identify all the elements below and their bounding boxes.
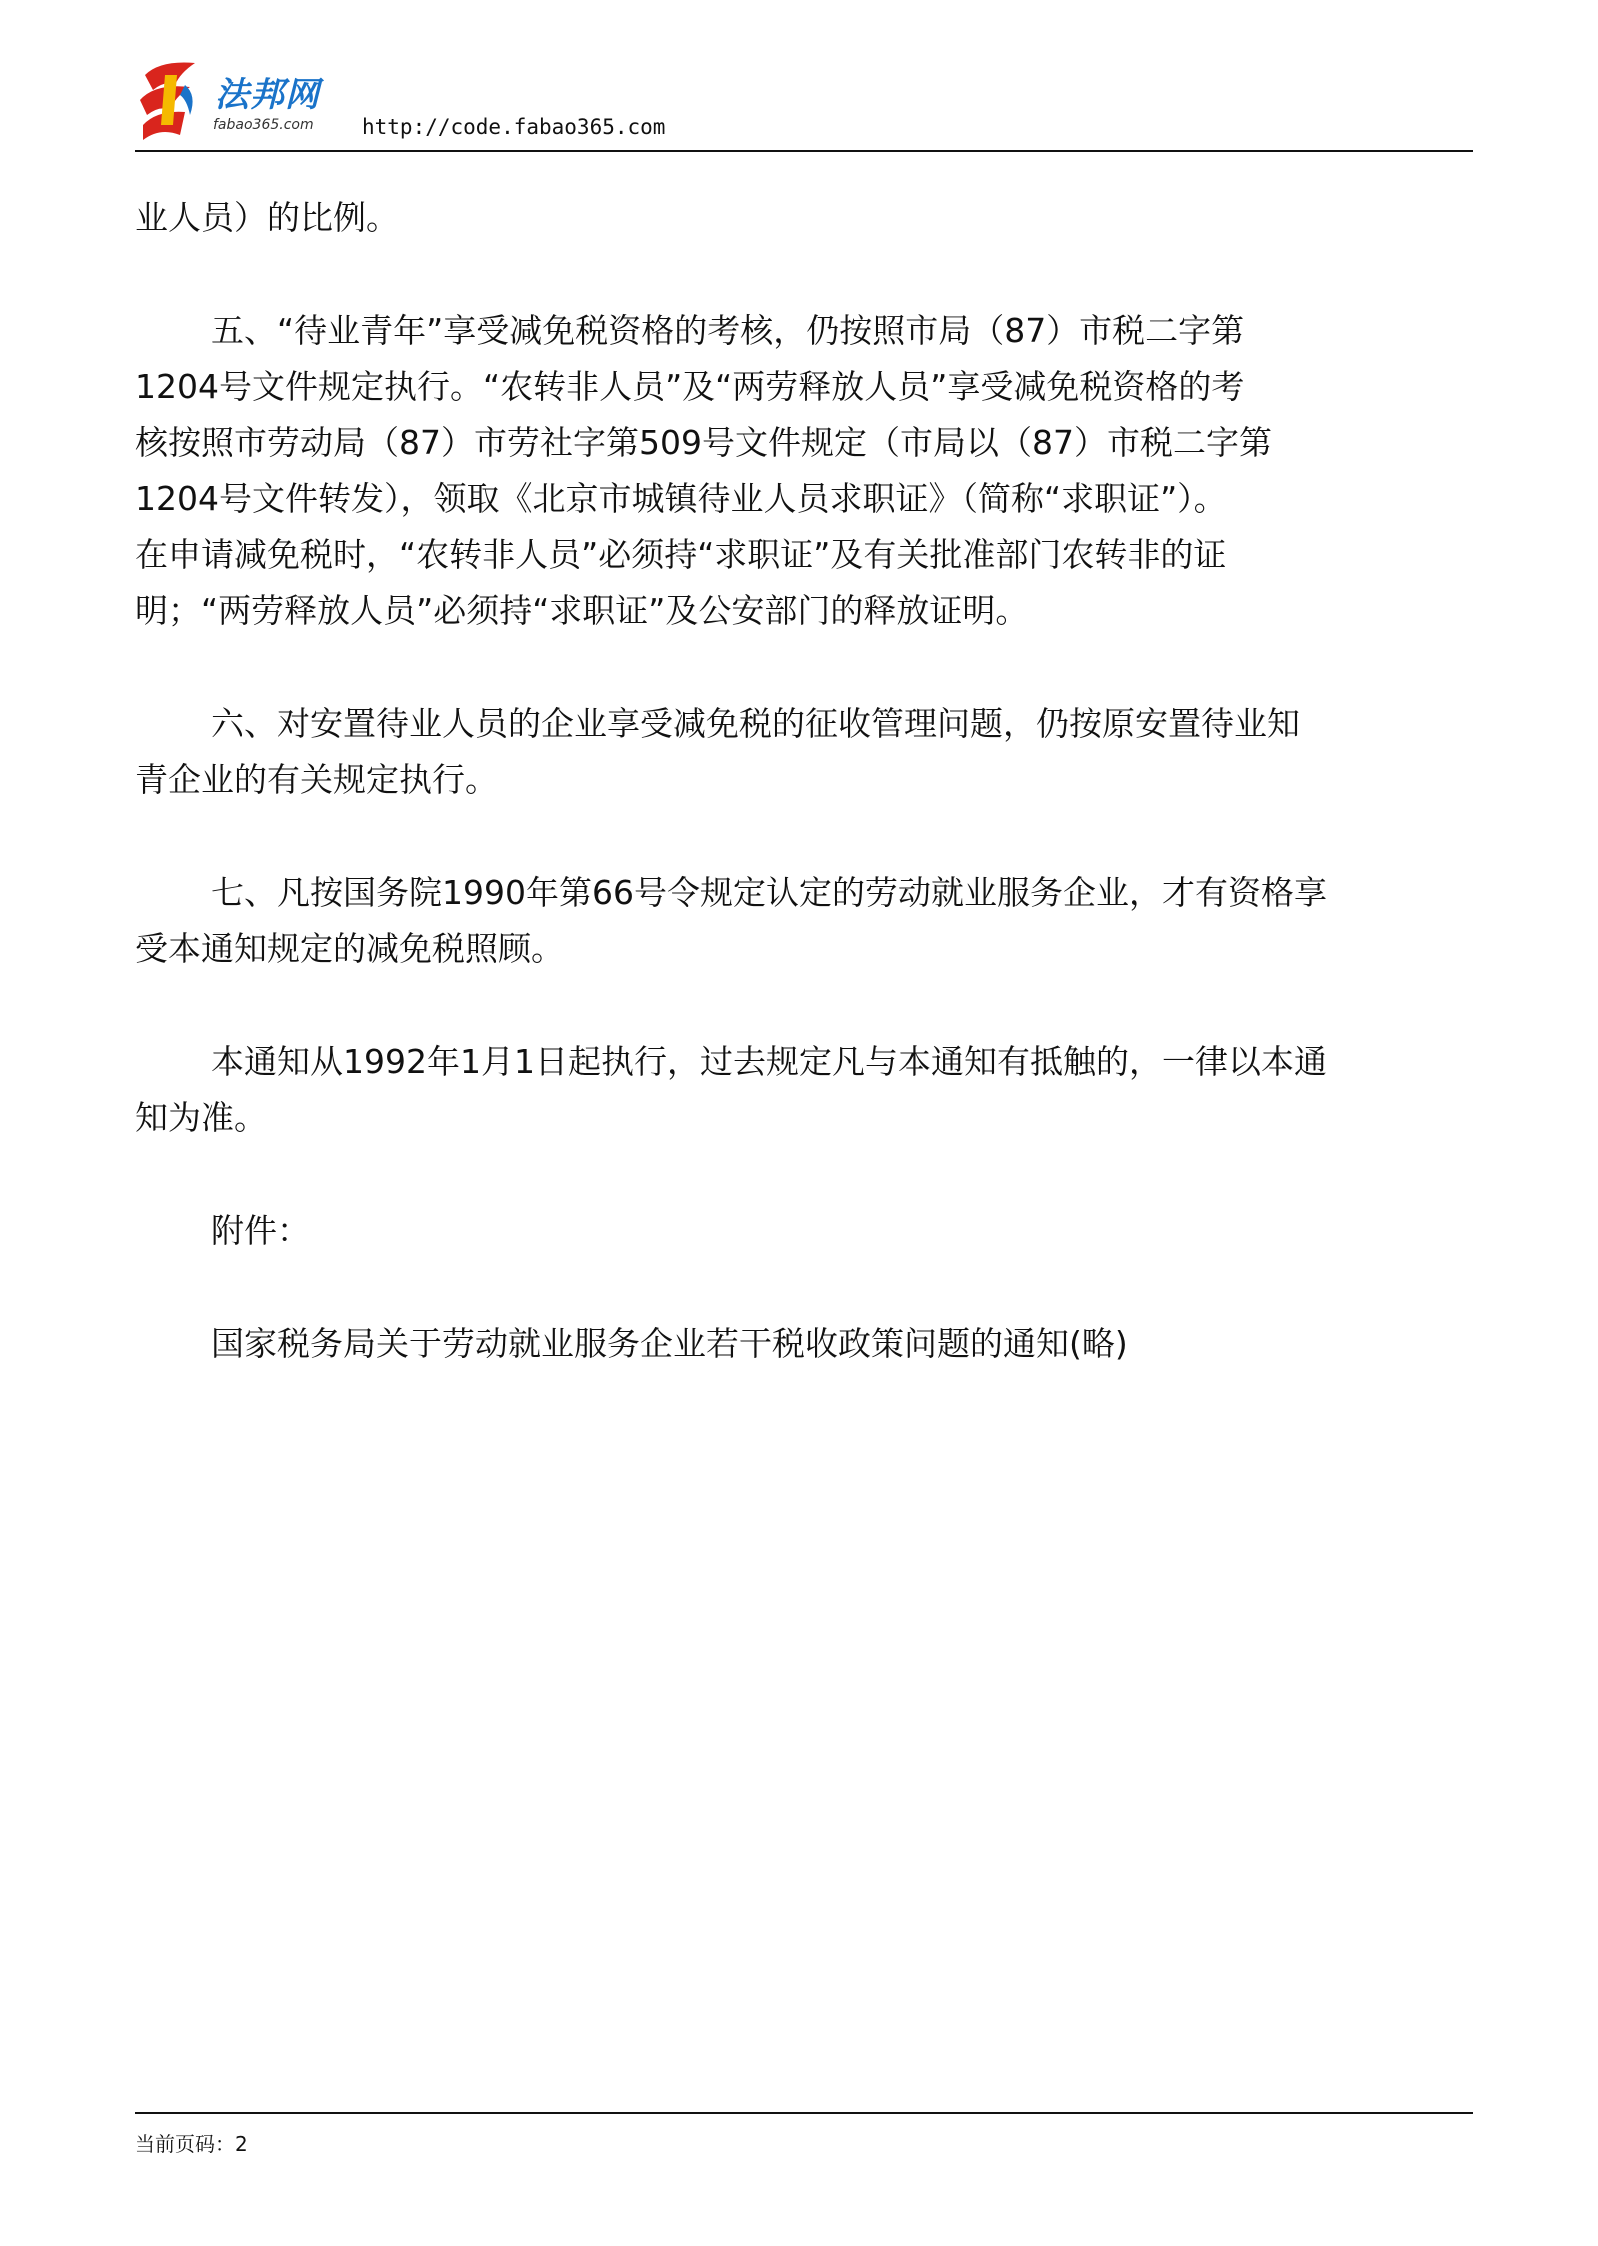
document-body	[135, 190, 1465, 1429]
paragraph-line: 国家税务局关于劳动就业服务企业若干税收政策问题的通知(略)	[211, 1324, 1128, 1363]
paragraph-line: 知为准。	[135, 1098, 267, 1137]
paragraph-line: 五、“待业青年”享受减免税资格的考核，仍按照市局（87）市税二字第	[211, 311, 1245, 350]
paragraph-line: 附件：	[211, 1211, 310, 1250]
fabao-logo[interactable]	[135, 55, 335, 145]
logo-subtitle: fabao365.com	[213, 117, 314, 133]
paragraph-line: 六、对安置待业人员的企业享受减免税的征收管理问题，仍按原安置待业知	[211, 704, 1300, 743]
paragraph-line: 1204号文件规定执行。“农转非人员”及“两劳释放人员”享受减免税资格的考	[135, 367, 1245, 406]
paragraph-line: 业人员）的比例。	[135, 198, 399, 237]
paragraph-line: 在申请减免税时，“农转非人员”必须持“求职证”及有关批准部门农转非的证	[135, 535, 1227, 574]
page-number: 当前页码：2	[135, 2132, 248, 2156]
paragraph	[135, 1034, 1465, 1146]
paragraph-line: 受本通知规定的减免税照顾。	[135, 929, 564, 968]
paragraph	[135, 696, 1465, 808]
header-divider	[135, 150, 1473, 152]
paragraph	[135, 865, 1465, 977]
paragraph-line: 青企业的有关规定执行。	[135, 760, 498, 799]
paragraph-line: 明；“两劳释放人员”必须持“求职证”及公安部门的释放证明。	[135, 591, 1029, 630]
paragraph-line: 核按照市劳动局（87）市劳社字第509号文件规定（市局以（87）市税二字第	[135, 423, 1272, 462]
paragraph	[135, 303, 1465, 639]
footer-divider	[135, 2112, 1473, 2114]
header-url[interactable]: http://code.fabao365.com	[362, 115, 666, 139]
paragraph	[135, 1316, 1465, 1372]
paragraph-line: 1204号文件转发），领取《北京市城镇待业人员求职证》（简称“求职证”）。	[135, 479, 1227, 518]
paragraph	[135, 190, 1465, 246]
logo-emblem-icon	[135, 55, 215, 145]
paragraph	[135, 1203, 1465, 1259]
logo-text: 法邦网	[215, 75, 320, 115]
paragraph-line: 七、凡按国务院1990年第66号令规定认定的劳动就业服务企业，才有资格享	[211, 873, 1327, 912]
paragraph-line: 本通知从1992年1月1日起执行，过去规定凡与本通知有抵触的，一律以本通	[211, 1042, 1327, 1081]
page-header	[135, 55, 1473, 150]
